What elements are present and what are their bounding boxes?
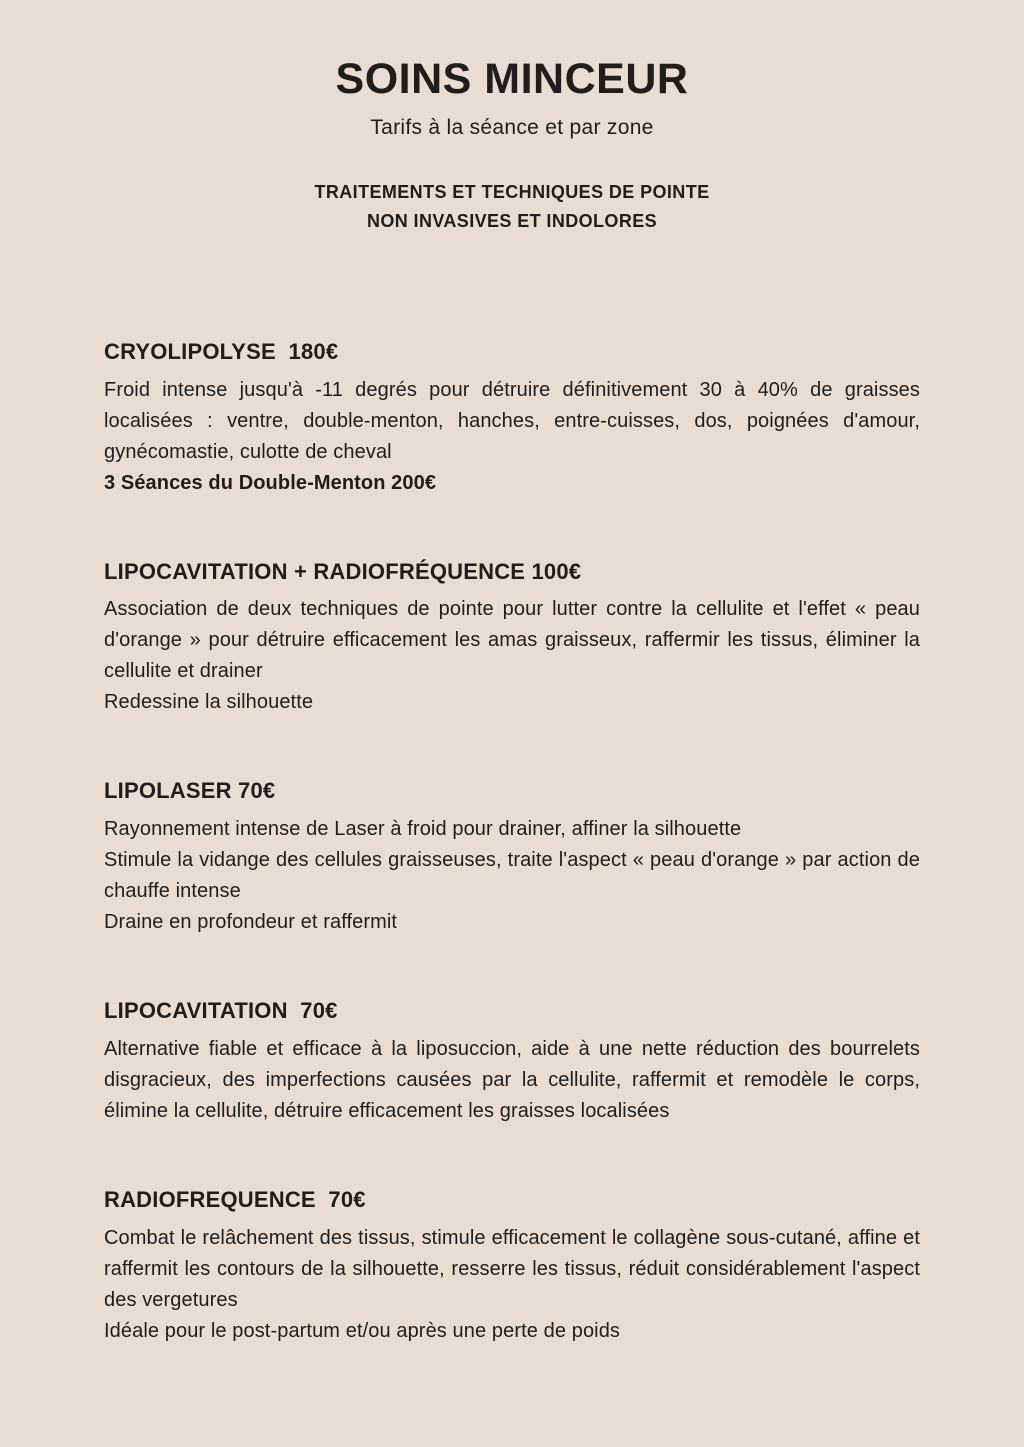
treatment-paragraph: Rayonnement intense de Laser à froid pour drainer, affiner la silhouette [104,818,742,841]
treatment-paragraph: Alternative fiable et efficace à la liposuccion, aide à une nette réduction des bourrelets disgracieux, des imperfections causées par la cellulite, raffermit et remodèle le corps, élimine la cellulite, détruire efficacement les graisses localisées [104,1038,920,1123]
treatment-paragraph: Association de deux techniques de pointe pour lutter contre la cellulite et l'effet « peau d'orange » pour détruire efficacement les amas graisseux, raffermir les tissus, éliminer la cellulite et drainer [104,598,920,683]
treatment-section [104,1184,920,1347]
treatment-paragraph: 3 Séances du Double-Menton 200€ [104,471,437,494]
treatment-section [104,556,920,719]
page-header [104,56,920,237]
treatment-paragraph: Redessine la silhouette [104,691,314,714]
treatment-section [104,995,920,1127]
treatment-paragraph: Idéale pour le post-partum et/ou après une perte de poids [104,1320,621,1343]
treatment-paragraph: Draine en profondeur et raffermit [104,911,398,934]
treatment-section [104,775,920,938]
page-subtitle: Tarifs à la séance et par zone [370,116,654,140]
treatment-heading: LIPOCAVITATION + RADIOFRÉQUENCE 100€ [104,558,582,584]
treatment-heading: LIPOLASER 70€ [104,778,276,804]
page-title: SOINS MINCEUR [335,55,689,103]
tagline-line-1: TRAITEMENTS ET TECHNIQUES DE POINTE [314,182,710,203]
treatment-heading: LIPOCAVITATION 70€ [104,998,338,1024]
treatment-paragraph: Stimule la vidange des cellules graisseuses, traite l'aspect « peau d'orange » par action de chauffe intense [104,849,920,903]
treatment-heading: CRYOLIPOLYSE 180€ [104,338,339,364]
tagline-line-2: NON INVASIVES ET INDOLORES [366,211,658,232]
treatment-paragraph: Combat le relâchement des tissus, stimule efficacement le collagène sous-cutané, affine et raffermit les contours de la silhouette, resserre les tissus, réduit considérablement l'aspect des vergetures [104,1227,920,1312]
treatment-heading: RADIOFREQUENCE 70€ [104,1187,366,1213]
treatment-section [104,336,920,499]
tagline-block [104,178,920,236]
treatment-paragraph: Froid intense jusqu'à -11 degrés pour détruire définitivement 30 à 40% de graisses localisées : ventre, double-menton, hanches, entre-cuisses, dos, poignées d'amour, gynécomastie, culotte de cheval [104,378,920,463]
treatments-list [104,336,920,1347]
